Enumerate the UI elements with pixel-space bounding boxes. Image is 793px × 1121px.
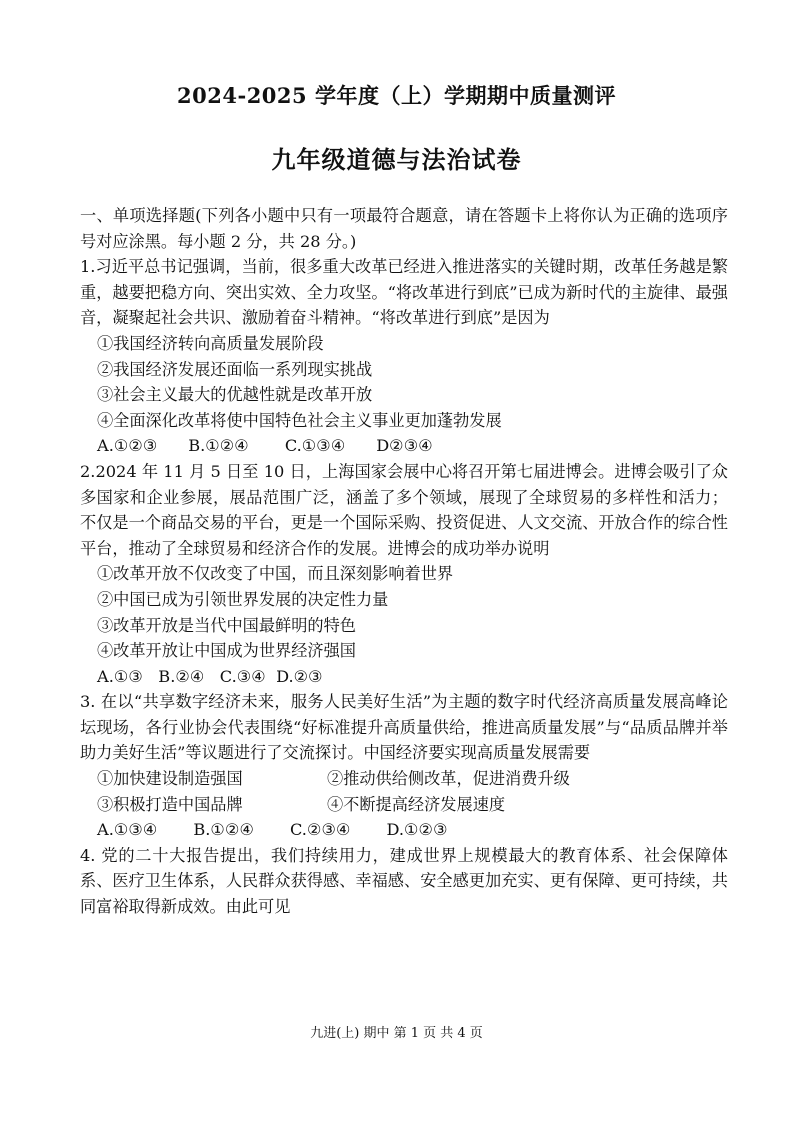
- question-3-option-row: [80, 792, 728, 818]
- question-1-option: ②我国经济发展还面临一系列现实挑战: [97, 359, 373, 379]
- question-3-option-row: [80, 766, 728, 792]
- question-4-stem: 4. 党的二十大报告提出，我们持续用力，建成世界上规模最大的教育体系、社会保障体系、医疗卫生体系，人民群众获得感、幸福感、安全感更加充实、更有保障、更可持续，共同富裕取得新成效。由此可见: [80, 845, 728, 917]
- question-3-option: ④不断提高经济发展速度: [327, 794, 506, 814]
- question-1-option: ④全面深化改革将使中国特色社会主义事业更加蓬勃发展: [97, 410, 502, 430]
- section-heading: 一、单项选择题(下列各小题中只有一项最符合题意，请在答题卡上将你认为正确的选项序号对应涂黑。每小题 2 分，共 28 分。): [80, 206, 728, 251]
- question-1-choices: A.①②③ B.①②④ C.①③④ D②③④: [97, 436, 433, 456]
- exam-subtitle: 九年级道德与法治试卷: [271, 145, 522, 174]
- question-3-option: ①加快建设制造强国: [97, 769, 243, 789]
- question-3-option: ②推动供给侧改革，促进消费升级: [327, 769, 570, 789]
- page-footer: 九进(上) 期中 第 1 页 共 4 页: [310, 1026, 483, 1041]
- question-3-option: ③积极打造中国品牌: [97, 794, 243, 814]
- exam-content: [80, 203, 728, 920]
- question-2-option: ③改革开放是当代中国最鲜明的特色: [97, 615, 356, 635]
- question-3-stem: 3. 在以“共享数字经济未来，服务人民美好生活”为主题的数字时代经济高质量发展高峰论坛现场，各行业协会代表围绕“好标准提升高质量供给，推进高质量发展”与“品质品牌并举助力美好生活”等议题进行了交流探讨。中国经济要实现高质量发展需要: [80, 692, 728, 763]
- question-3-choices: A.①③④ B.①②④ C.②③④ D.①②③: [97, 820, 448, 840]
- question-2-choices: A.①③ B.②④ C.③④ D.②③: [97, 666, 323, 686]
- question-2-stem: 2.2024 年 11 月 5 日至 10 日，上海国家会展中心将召开第七届进博会。进博会吸引了众多国家和企业参展，展品范围广泛，涵盖了多个领域，展现了全球贸易的多样性和活力； 不仅是一个商品交易的平台，更是一个国际采购、投资促进、人文交流、开放合作的综合性平台，推动了全球贸易和经济合作的发展。进博会的成功举办说明: [80, 461, 728, 558]
- question-2-option: ①改革开放不仅改变了中国，而且深刻影响着世界: [97, 564, 454, 584]
- question-1-option: ③社会主义最大的优越性就是改革开放: [97, 385, 373, 405]
- question-1-stem: 1.习近平总书记强调，当前，很多重大改革已经进入推进落实的关键时期，改革任务越是繁重，越要把稳方向、突出实效、全力攻坚。“将改革进行到底”已成为新时代的主旋律、最强音，凝聚起社会共识、激励着奋斗精神。“将改革进行到底”是因为: [80, 257, 728, 328]
- question-2-option: ②中国已成为引领世界发展的决定性力量: [97, 589, 389, 609]
- exam-title: 2024-2025 学年度（上）学期期中质量测评: [177, 83, 616, 108]
- question-1-option: ①我国经济转向高质量发展阶段: [97, 333, 324, 353]
- question-2-option: ④改革开放让中国成为世界经济强国: [97, 641, 356, 661]
